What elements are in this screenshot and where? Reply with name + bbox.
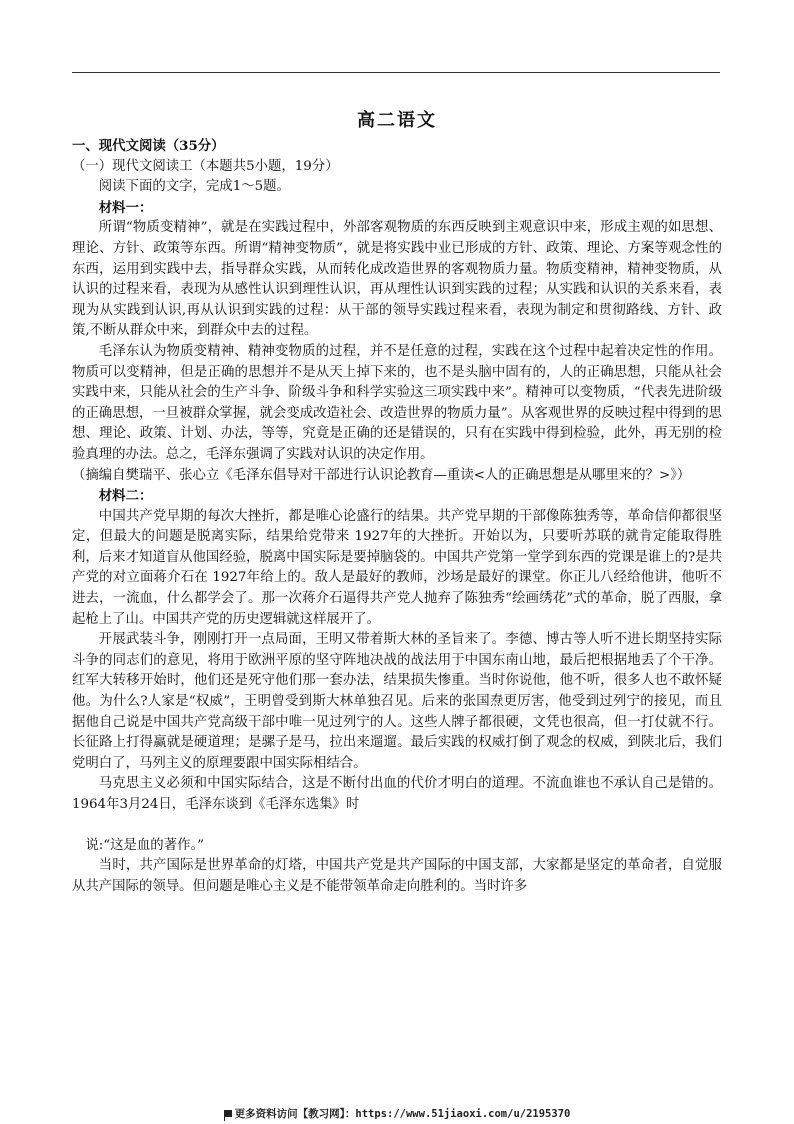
- reading-instruction: 阅读下面的文字，完成1～5题。: [98, 179, 290, 195]
- page-title: 高二语文: [357, 110, 437, 131]
- material-two-paragraph-5: 当时，共产国际是世界革命的灯塔，中国共产党是共产国际的中国支部，大家都是坚定的革命者，自觉服从共产国际的领导。但问题是唯心主义是不能带领革命走向胜利的。当时许多: [72, 858, 722, 894]
- flag-icon: [224, 1110, 232, 1117]
- material-two-paragraph-1: 中国共产党早期的每次大挫折，都是唯心论盛行的结果。共产党早期的干部像陈独秀等，革命信仰都很坚定，但最大的问题是脱离实际，结果给党带来 1927年的大挫折。开始以为，只要听苏联的就肯定能取得胜利，后来才知道盲从他国经验，脱离中国实际是要掉脑袋的。中国共产党第一堂学到东西的党课是谁上的?是共产党的对立面蒋介石在 1927年给上的。敌人是最好的教师，沙场是最好的课堂。你正儿八经给他讲，他听不进去，一流血，什么都学会了。那一次蒋介石逼得共产党人抛弃了陈独秀“绘画绣花”式的革命，脱了西服，拿起枪上了山。中国共产党的历史逻辑就这样展开了。: [72, 508, 722, 627]
- footer-link[interactable]: [0, 1106, 794, 1121]
- subsection-heading: （一）现代文阅读工（本题共5小题，19分）: [72, 158, 339, 174]
- material-two-paragraph-2: 开展武装斗争，刚刚打开一点局面，王明又带着斯大林的圣旨来了。李德、博古等人听不进长期坚持实际斗争的同志们的意见，将用于欧洲平原的坚守阵地决战的战法用于中国东南山地，最后把根据地丢了个干净。红军大转移开始时，他们还是死守他们那一套办法，结果损失惨重。当时你说他，他不听，很多人也不敢怀疑他。为什么?人家是“权威”，王明曾受到斯大林单独召见。后来的张国焘更厉害，他受到过列宁的接见，而且据他自己说是中国共产党高级干部中唯一见过列宁的人。这些人牌子都很硬，文凭也很高，但一打仗就不行。长征路上打得赢就是硬道理；是骡子是马，拉出来遛遛。最后实践的权威打倒了观念的权威，到陕北后，我们党明白了，马列主义的原理要跟中国实际相结合。: [72, 632, 722, 771]
- material-two-paragraph-3: 马克思主义必须和中国实际结合，这是不断付出血的代价才明白的道理。不流血谁也不承认自己是错的。1964年3月24日，毛泽东谈到《毛泽东选集》时: [72, 776, 722, 812]
- footer-text: 更多资料访问【教习网】：https://www.51jiaoxi.com/u/2195370: [234, 1108, 571, 1120]
- material-one-label: 材料一：: [98, 199, 153, 216]
- section-heading: 一、现代文阅读（35分）: [72, 138, 225, 154]
- material-two-paragraph-4: 说:“这是血的著作。”: [85, 837, 205, 853]
- header-rule: [72, 72, 720, 73]
- material-one-paragraph-1: 所谓“物质变精神”，就是在实践过程中，外部客观物质的东西反映到主观意识中来，形成主观的如思想、理论、方针、政策等东西。所谓“精神变物质”，就是将实践中业已形成的方针、政策、理论、方案等观念性的东西，运用到实践中去，指导群众实践，从而转化成改造世界的客观物质力量。物质变精神，精神变物质，从认识的过程来看，表现为从感性认识到理性认识，再从理性认识到实践的过程；从实践和认识的关系来看，表现为从实践到认识,再从认识到实践的过程：从干部的领导实践过程来看，表现为制定和贯彻路线、方针、政策,不断从群众中来，到群众中去的过程。: [72, 220, 722, 339]
- material-one-paragraph-2: 毛泽东认为物质变精神、精神变物质的过程，并不是任意的过程，实践在这个过程中起着决定性的作用。物质可以变精神，但是正确的思想并不是从天上掉下来的，也不是头脑中固有的，人的正确思想，只能从社会实践中来，只能从社会的生产斗争、阶级斗争和科学实验这三项实践中来”。精神可以变物质，“代表先进阶级的正确思想，一旦被群众掌握，就会变成改造社会、改造世界的物质力量”。从客观世界的反映过程中得到的思想、理论、政策、计划、办法，等等，究竟是正确的还是错误的，只有在实践中得到检验，此外，再无别的检验真理的办法。总之，毛泽东强调了实践对认识的决定作用。: [72, 343, 722, 462]
- document-body: [72, 136, 722, 897]
- material-one-source: （摘编自樊瑞平、张心立《毛泽东倡导对干部进行认识论教育—重读<人的正确思想是从哪里来的？>》）: [72, 467, 691, 483]
- material-two-label: 材料二：: [98, 488, 153, 505]
